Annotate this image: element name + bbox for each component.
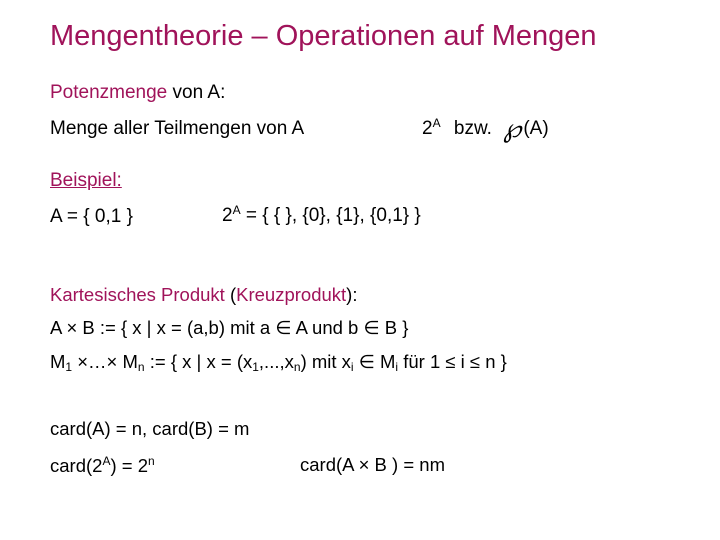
cartesian-paren-open: (	[224, 284, 237, 305]
power-set-notation-mid: bzw.	[453, 118, 492, 139]
power-set-heading	[50, 82, 225, 104]
cardinality-power-set	[50, 454, 155, 477]
cartesian-line-1: A × B := { x | x = (a,b) mit a ∈ A und b ∈ B }	[50, 317, 409, 338]
weierstrass-p-symbol: ℘	[503, 114, 522, 144]
example-power-set	[222, 203, 421, 227]
formula-sub: n	[293, 360, 301, 374]
cardinality-line-1: card(A) = n, card(B) = m	[50, 418, 250, 439]
formula-part: ∈ M	[353, 351, 396, 372]
formula-sub: i	[350, 360, 354, 374]
cartesian-heading	[50, 284, 357, 306]
example-set-a: A = { 0,1 }	[50, 206, 133, 227]
formula-part: ,...,x	[258, 351, 294, 372]
power-set-notation	[422, 114, 549, 144]
example-power-rest: = { { }, {0}, {1}, {0,1} }	[240, 205, 421, 226]
slide-title: Mengentheorie – Operationen auf Mengen	[50, 20, 597, 52]
formula-part: ×…× M	[72, 351, 138, 372]
cardinality-pow-sup: A	[102, 454, 111, 468]
cartesian-alt-term: Kreuzprodukt	[236, 284, 347, 305]
formula-part: für 1 ≤ i ≤ n }	[398, 351, 507, 372]
example-power-base: 2	[222, 205, 233, 226]
example-heading: Beispiel:	[50, 170, 122, 191]
example-power-exp: A	[232, 203, 241, 217]
cardinality-pow-part: ) = 2	[110, 455, 149, 476]
cardinality-pow-sup: n	[148, 454, 155, 468]
cardinality-product: card(A × B ) = nm	[300, 454, 445, 475]
power-set-notation-exp: A	[432, 116, 441, 130]
formula-sub: n	[137, 360, 145, 374]
power-set-notation-base: 2	[422, 118, 433, 139]
cartesian-term: Kartesisches Produkt	[50, 284, 225, 305]
power-set-label-rest: von A:	[167, 82, 226, 103]
power-set-definition: Menge aller Teilmengen von A	[50, 118, 305, 139]
cartesian-paren-close: ):	[346, 284, 358, 305]
cartesian-line-2	[50, 351, 507, 374]
formula-sub: i	[395, 360, 399, 374]
cardinality-pow-part: card(2	[50, 455, 103, 476]
formula-part: := { x | x = (x	[144, 351, 253, 372]
power-set-term: Potenzmenge	[50, 82, 168, 103]
power-set-notation-arg: (A)	[523, 118, 549, 139]
formula-part: ) mit x	[300, 351, 351, 372]
formula-sub: 1	[65, 360, 73, 374]
formula-sub: 1	[252, 360, 259, 374]
formula-part: M	[50, 351, 66, 372]
